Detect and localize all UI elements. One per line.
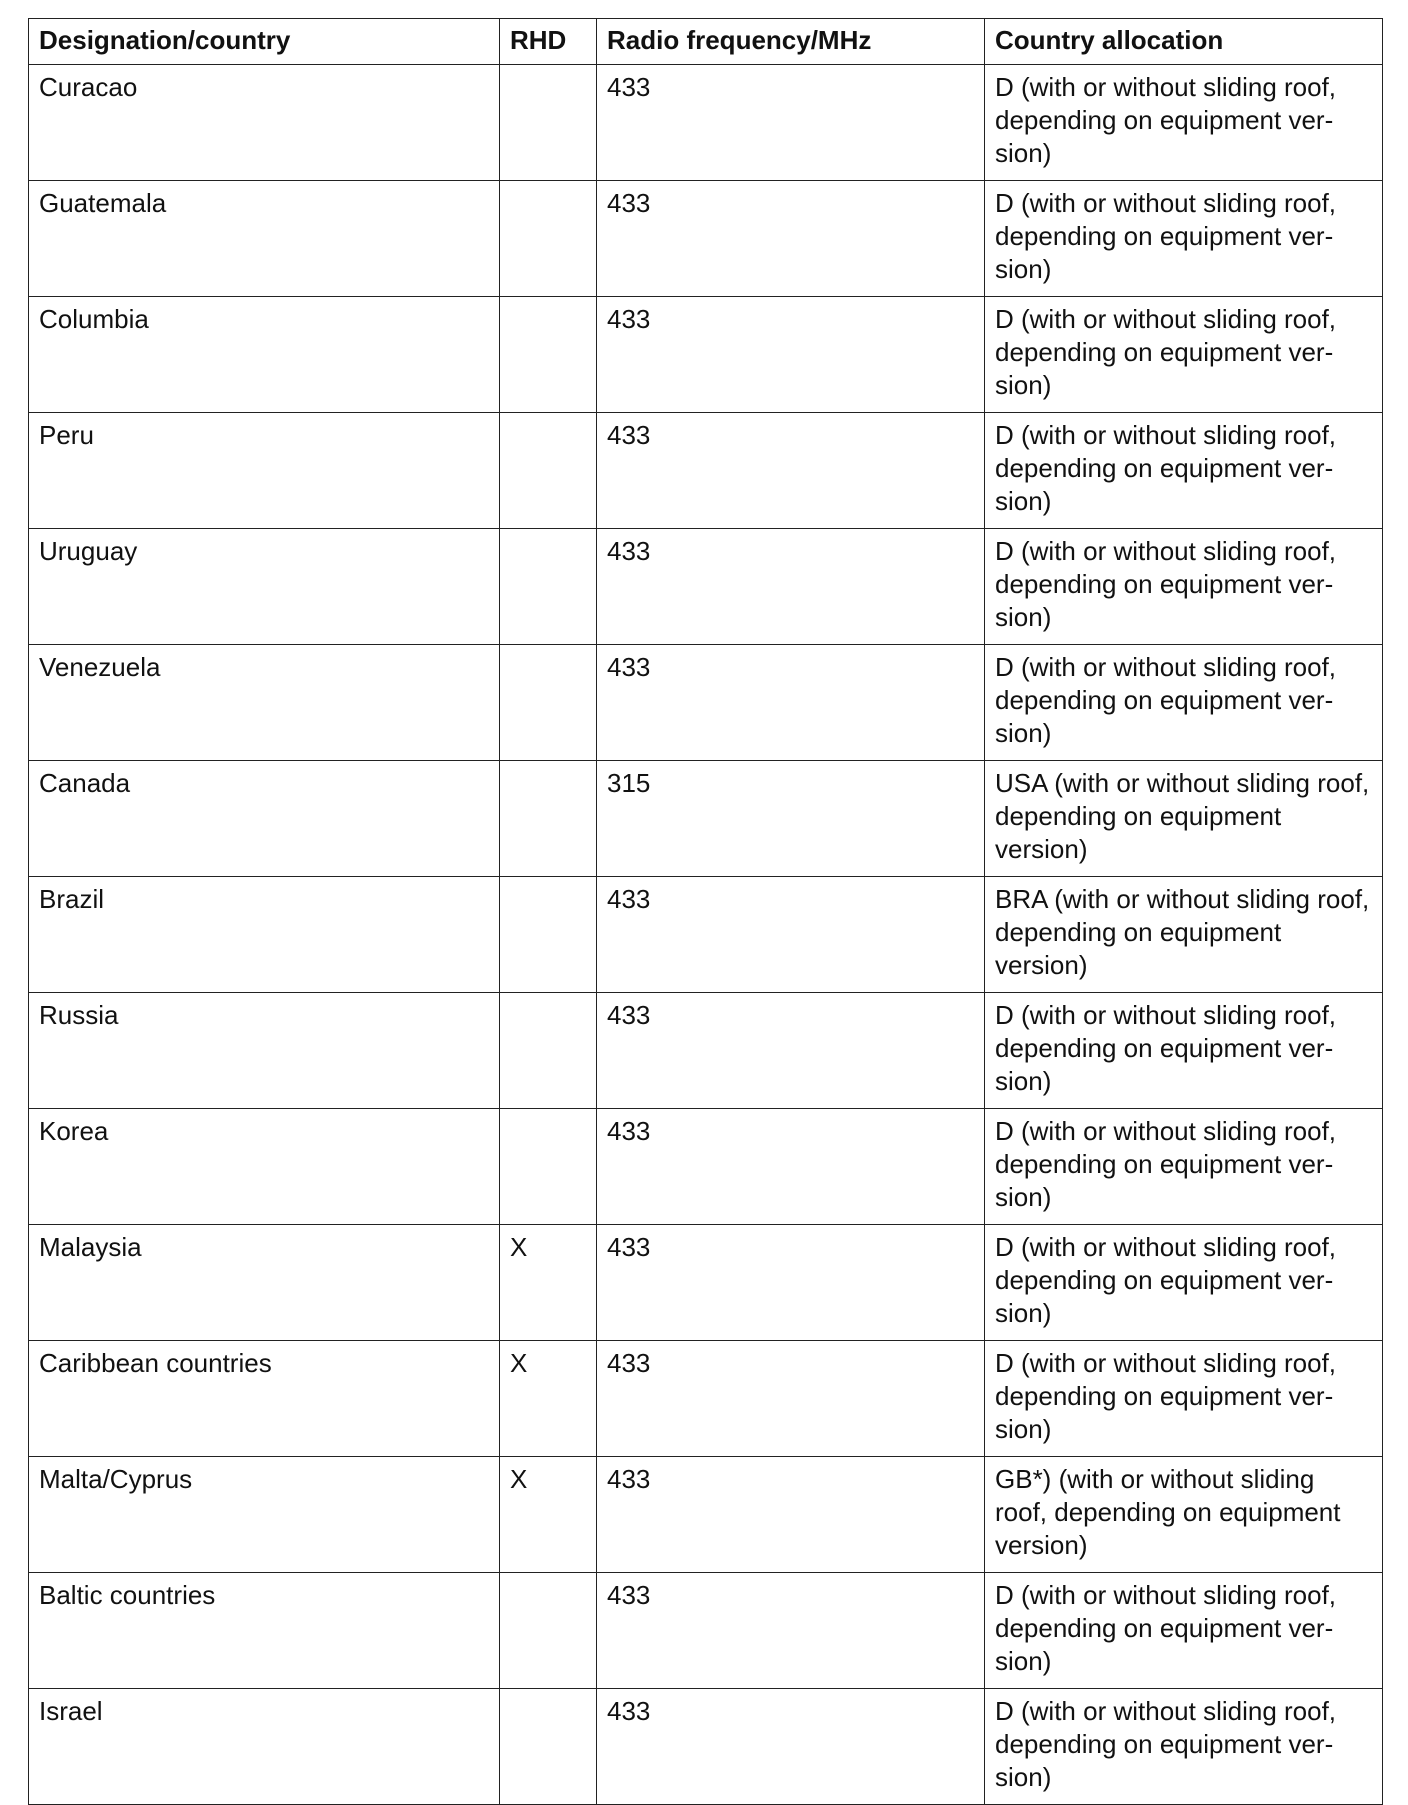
cell-rhd: X bbox=[500, 1225, 597, 1341]
cell-country: Columbia bbox=[29, 297, 500, 413]
cell-allocation: USA (with or without sliding roof, depending on equipment version) bbox=[985, 761, 1383, 877]
table-row bbox=[29, 413, 1383, 529]
cell-rhd bbox=[500, 65, 597, 181]
cell-frequency: 433 bbox=[597, 1457, 985, 1573]
cell-country: Caribbean countries bbox=[29, 1341, 500, 1457]
cell-rhd bbox=[500, 993, 597, 1109]
cell-frequency: 315 bbox=[597, 761, 985, 877]
cell-allocation: D (with or without sliding roof, depending on equipment ver-sion) bbox=[985, 645, 1383, 761]
cell-allocation: D (with or without sliding roof, depending on equipment ver-sion) bbox=[985, 1225, 1383, 1341]
table-row bbox=[29, 1689, 1383, 1805]
cell-frequency: 433 bbox=[597, 1225, 985, 1341]
table-row bbox=[29, 1109, 1383, 1225]
cell-allocation: D (with or without sliding roof, depending on equipment ver-sion) bbox=[985, 529, 1383, 645]
cell-allocation: BRA (with or without sliding roof, depending on equipment version) bbox=[985, 877, 1383, 993]
cell-rhd bbox=[500, 297, 597, 413]
cell-rhd bbox=[500, 529, 597, 645]
cell-country: Israel bbox=[29, 1689, 500, 1805]
cell-country: Venezuela bbox=[29, 645, 500, 761]
cell-allocation: D (with or without sliding roof, depending on equipment ver-sion) bbox=[985, 1109, 1383, 1225]
cell-frequency: 433 bbox=[597, 1689, 985, 1805]
cell-frequency: 433 bbox=[597, 65, 985, 181]
cell-allocation: D (with or without sliding roof, depending on equipment ver-sion) bbox=[985, 181, 1383, 297]
cell-frequency: 433 bbox=[597, 645, 985, 761]
cell-country: Malaysia bbox=[29, 1225, 500, 1341]
cell-rhd bbox=[500, 181, 597, 297]
cell-country: Malta/Cyprus bbox=[29, 1457, 500, 1573]
cell-rhd bbox=[500, 413, 597, 529]
table-row bbox=[29, 645, 1383, 761]
cell-allocation: D (with or without sliding roof, depending on equipment ver-sion) bbox=[985, 413, 1383, 529]
header-row bbox=[29, 19, 1383, 65]
cell-country: Peru bbox=[29, 413, 500, 529]
cell-frequency: 433 bbox=[597, 413, 985, 529]
table-row bbox=[29, 877, 1383, 993]
cell-rhd bbox=[500, 877, 597, 993]
cell-frequency: 433 bbox=[597, 993, 985, 1109]
cell-allocation: D (with or without sliding roof, depending on equipment ver-sion) bbox=[985, 993, 1383, 1109]
cell-country: Curacao bbox=[29, 65, 500, 181]
cell-rhd bbox=[500, 1689, 597, 1805]
cell-country: Baltic countries bbox=[29, 1573, 500, 1689]
header-designation: Designation/country bbox=[29, 19, 500, 65]
table-row bbox=[29, 761, 1383, 877]
table-header bbox=[29, 19, 1383, 65]
cell-frequency: 433 bbox=[597, 297, 985, 413]
cell-rhd: X bbox=[500, 1341, 597, 1457]
cell-frequency: 433 bbox=[597, 877, 985, 993]
cell-frequency: 433 bbox=[597, 1341, 985, 1457]
cell-country: Brazil bbox=[29, 877, 500, 993]
cell-rhd bbox=[500, 1109, 597, 1225]
header-allocation: Country allocation bbox=[985, 19, 1383, 65]
cell-allocation: D (with or without sliding roof, depending on equipment ver-sion) bbox=[985, 297, 1383, 413]
cell-allocation: D (with or without sliding roof, depending on equipment ver-sion) bbox=[985, 1689, 1383, 1805]
table-row bbox=[29, 1225, 1383, 1341]
cell-allocation: GB*) (with or without sliding roof, depending on equipment version) bbox=[985, 1457, 1383, 1573]
cell-rhd bbox=[500, 645, 597, 761]
table-row bbox=[29, 1341, 1383, 1457]
header-rhd: RHD bbox=[500, 19, 597, 65]
table-body bbox=[29, 65, 1383, 1805]
cell-frequency: 433 bbox=[597, 181, 985, 297]
header-frequency: Radio frequency/MHz bbox=[597, 19, 985, 65]
table-row bbox=[29, 297, 1383, 413]
cell-rhd bbox=[500, 1573, 597, 1689]
table-row bbox=[29, 181, 1383, 297]
table-row bbox=[29, 1573, 1383, 1689]
cell-frequency: 433 bbox=[597, 1109, 985, 1225]
table-row bbox=[29, 529, 1383, 645]
table-row bbox=[29, 65, 1383, 181]
cell-country: Korea bbox=[29, 1109, 500, 1225]
cell-country: Canada bbox=[29, 761, 500, 877]
cell-rhd: X bbox=[500, 1457, 597, 1573]
cell-country: Guatemala bbox=[29, 181, 500, 297]
cell-frequency: 433 bbox=[597, 529, 985, 645]
cell-rhd bbox=[500, 761, 597, 877]
cell-allocation: D (with or without sliding roof, depending on equipment ver-sion) bbox=[985, 1341, 1383, 1457]
table-row bbox=[29, 1457, 1383, 1573]
cell-allocation: D (with or without sliding roof, depending on equipment ver-sion) bbox=[985, 65, 1383, 181]
table-row bbox=[29, 993, 1383, 1109]
cell-frequency: 433 bbox=[597, 1573, 985, 1689]
cell-allocation: D (with or without sliding roof, depending on equipment ver-sion) bbox=[985, 1573, 1383, 1689]
cell-country: Russia bbox=[29, 993, 500, 1109]
cell-country: Uruguay bbox=[29, 529, 500, 645]
country-frequency-table bbox=[28, 18, 1383, 1805]
